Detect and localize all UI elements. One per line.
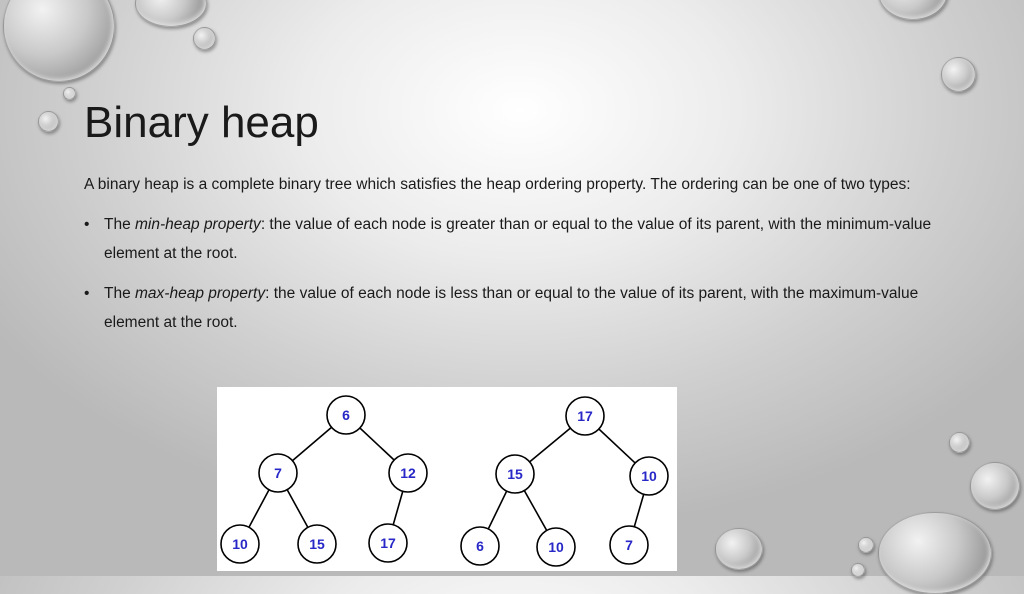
- water-drop-decoration: [135, 0, 207, 27]
- node-value: 17: [380, 535, 396, 551]
- heap-node: [298, 525, 336, 563]
- min-heap-nodes: [221, 396, 427, 563]
- water-drop-decoration: [63, 87, 76, 100]
- slide-title: Binary heap: [84, 98, 319, 147]
- water-drop-decoration: [858, 537, 874, 553]
- heap-node: [221, 525, 259, 563]
- water-drop-decoration: [878, 512, 992, 594]
- node-value: 6: [476, 538, 484, 554]
- heap-node: [389, 454, 427, 492]
- bullet-term: min-heap property: [135, 216, 261, 233]
- node-value: 15: [507, 466, 523, 482]
- bullet-marker: •: [84, 285, 90, 302]
- node-value: 15: [309, 536, 325, 552]
- bullet-marker: •: [84, 216, 90, 233]
- bullet-prefix: The: [104, 216, 136, 233]
- water-drop-decoration: [38, 111, 59, 132]
- heap-node: [259, 454, 297, 492]
- heap-node: [566, 397, 604, 435]
- node-value: 10: [232, 536, 248, 552]
- intro-paragraph: A binary heap is a complete binary tree which satisfies the heap ordering property. The ordering can be one of two types:: [84, 176, 911, 193]
- heap-node: [537, 528, 575, 566]
- heap-diagram-svg: [217, 387, 677, 571]
- water-drop-decoration: [3, 0, 115, 82]
- node-value: 17: [577, 408, 593, 424]
- bullet-term: max-heap property: [135, 285, 266, 302]
- bullet-min-heap: [84, 210, 934, 268]
- bullet-max-heap: [84, 279, 934, 337]
- node-value: 12: [400, 465, 416, 481]
- water-drop-decoration: [970, 462, 1020, 510]
- water-drop-decoration: [949, 432, 970, 453]
- water-drop-decoration: [878, 0, 948, 20]
- heap-node: [496, 455, 534, 493]
- bullet-prefix: The: [104, 285, 136, 302]
- node-value: 7: [625, 537, 633, 553]
- water-drop-decoration: [715, 528, 763, 570]
- heap-node: [327, 396, 365, 434]
- node-value: 10: [548, 539, 564, 555]
- heap-diagram: [217, 387, 677, 571]
- bullet-description: : the value of each node is greater than or equal to the value of its parent, with the minimum-value element at the root.: [104, 216, 932, 262]
- slide-body: [84, 170, 934, 348]
- heap-node: [461, 527, 499, 565]
- heap-node: [369, 524, 407, 562]
- bullet-description: : the value of each node is less than or equal to the value of its parent, with the maximum-value element at the root.: [104, 285, 919, 331]
- max-heap-nodes: [461, 397, 668, 566]
- node-value: 6: [342, 407, 350, 423]
- water-drop-decoration: [851, 563, 865, 577]
- heap-node: [630, 457, 668, 495]
- water-drop-decoration: [193, 27, 216, 50]
- water-drop-decoration: [941, 57, 976, 92]
- node-value: 7: [274, 465, 282, 481]
- heap-node: [610, 526, 648, 564]
- node-value: 10: [641, 468, 657, 484]
